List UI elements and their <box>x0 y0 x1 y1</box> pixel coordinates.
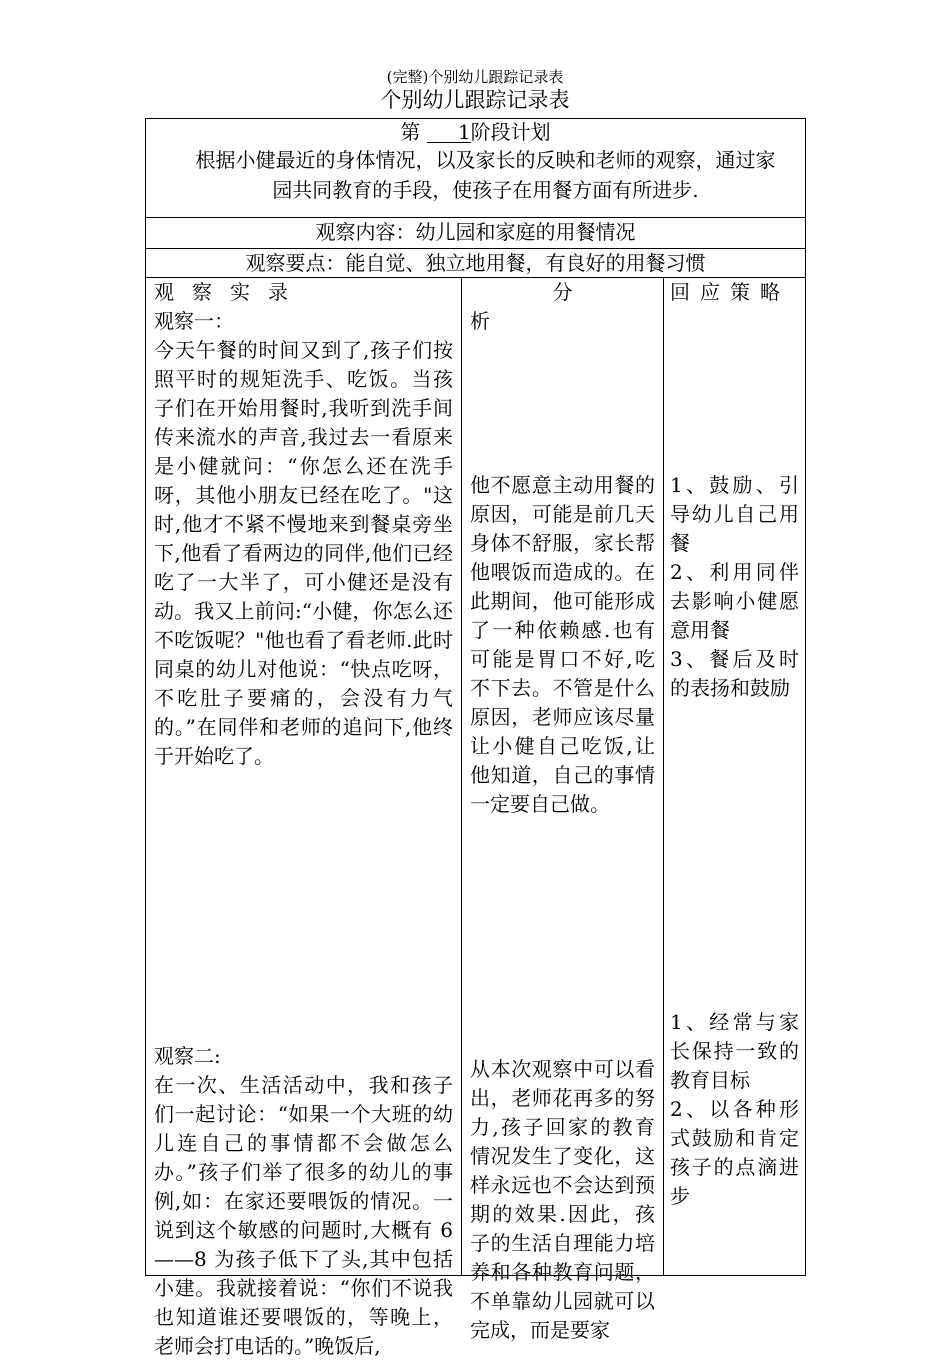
strategy-item: 1、鼓励、引导幼儿自己用餐 <box>670 473 799 555</box>
strategy-column <box>664 278 805 1275</box>
observation-2-record: 在一次、生活活动中，我和孩子们一起讨论：“如果一个大班的幼儿连自己的事情都不会做怎么办。”孩子们举了很多的幼儿的事例,如：在家还要喂饭的情况。一说到这个敏感的问题时,大概有 6——8 为孩子低下了头,其中包括小建。我就接着说：“你们不说我也知道谁还要喂饭的，等晚上，老师会打电话的。”晚饭后, <box>154 1073 453 1358</box>
strategy-item: 3、餐后及时的表扬和鼓励 <box>670 647 799 700</box>
stage-suffix: 阶段计划 <box>470 120 551 144</box>
stage-heading <box>146 119 805 145</box>
record-column-header: 观察实录 <box>154 280 306 304</box>
document-source-label: (完整)个别幼儿跟踪记录表 <box>386 68 564 86</box>
observation-1 <box>154 307 453 771</box>
observation-2-strategies <box>670 1008 799 1211</box>
observation-1-label: 观察一： <box>154 309 234 333</box>
observation-1-strategies <box>670 471 799 703</box>
observation-2-analysis: 从本次观察中可以看出，老师花再多的努力,孩子回家的教育情况发生了变化，这样永远也不会达到预期的效果.因此，孩子的生活自理能力培养和各种教育问题，不单靠幼儿园就可以完成，而是要家 <box>470 1057 655 1342</box>
strategy-item: 2、以各种形式鼓励和肯定孩子的点滴进步 <box>670 1097 799 1208</box>
stage-prefix: 第 <box>400 120 421 144</box>
observation-content-row <box>146 218 805 249</box>
strategy-column-header: 回应策略 <box>670 280 790 304</box>
analysis-column-header <box>470 278 655 336</box>
observation-points: 观察要点：能自觉、独立地用餐，有良好的用餐习惯 <box>245 251 706 275</box>
analysis-header-char-1: 分 <box>552 280 573 304</box>
observation-2-label: 观察二: <box>154 1044 221 1068</box>
observation-1-analysis: 他不愿意主动用餐的原因，可能是前几天身体不舒服，家长帮他喂饭而造成的。在此期间，他可能形成了一种依赖感.也有可能是胃口不好,吃不下去。不管是什么原因，老师应该尽量让小健自己吃饭,让他知道，自己的事情一定要自己做。 <box>470 473 655 816</box>
observation-2 <box>154 1042 453 1361</box>
strategy-item: 2、利用同伴去影响小健愿意用餐 <box>670 560 799 642</box>
page-title: 个别幼儿跟踪记录表 <box>380 88 570 112</box>
stage-number: 1 <box>427 122 471 143</box>
observation-points-row <box>146 249 805 278</box>
observation-1-record: 今天午餐的时间又到了,孩子们按照平时的规矩洗手、吃饭。当孩子们在开始用餐时,我听到洗手间传来流水的声音,我过去一看原来是小健就问：“你怎么还在洗手呀，其他小朋友已经在吃了。"这时,他才不紧不慢地来到餐桌旁坐下,他看了看两边的同伴,他们已经吃了一大半了，可小健还是没有动。我又上前问:“小健，你怎么还不吃饭呢？"他也看了看老师.此时同桌的幼儿对他说：“快点吃呀，不吃肚子要痛的，会没有力气的。”在同伴和老师的追问下,他终于开始吃了。 <box>154 338 453 768</box>
analysis-header-char-2: 析 <box>470 309 490 333</box>
stage-plan-section <box>146 119 805 218</box>
tracking-record-table <box>145 118 806 1358</box>
analysis-column <box>462 278 664 1342</box>
strategy-item: 1、经常与家长保持一致的教育目标 <box>670 1010 799 1092</box>
stage-plan-text: 根据小健最近的身体情况，以及家长的反映和老师的观察，通过家园共同教育的手段，使孩子在用餐方面有所进步. <box>195 148 776 202</box>
record-column <box>146 278 462 1358</box>
observation-content: 观察内容：幼儿园和家庭的用餐情况 <box>315 220 636 244</box>
